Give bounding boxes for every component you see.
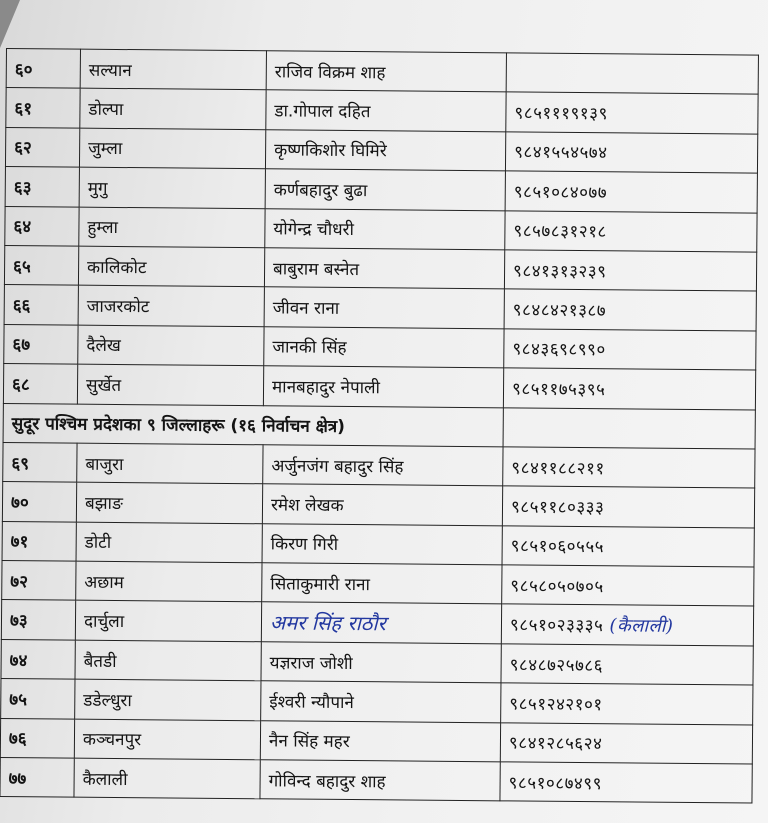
page-shadow-corner: [0, 0, 20, 48]
person-name: ईश्वरी न्यौपाने: [261, 681, 501, 722]
phone-number: ९८४८४२१३८७: [504, 289, 756, 331]
table-row: [4, 285, 756, 331]
section-header-row: [3, 403, 755, 449]
table-row: [1, 639, 753, 685]
empty-cell: [503, 407, 755, 449]
row-number: ७१: [2, 521, 76, 561]
district-name: डोल्पा: [80, 89, 266, 130]
district-name: दैलेख: [78, 325, 264, 366]
person-name-handwritten: [261, 602, 501, 643]
person-name: योगेन्द्र चौधरी: [265, 208, 505, 249]
phone-number: ९८५१११९१३९: [506, 92, 758, 134]
row-number: ६२: [5, 127, 79, 167]
phone-number: [501, 604, 753, 646]
person-name: सिताकुमारी राना: [262, 563, 502, 604]
phone-number: ९८५१०६०५५५: [502, 526, 754, 568]
phone-number: ९८४११८८२११: [503, 447, 755, 489]
district-name: बैतडी: [75, 640, 261, 681]
table-row: [1, 600, 753, 646]
handwritten-name: अमर सिंह राठौर: [269, 610, 386, 636]
phone-number: ९८५१२४२१०१: [501, 683, 753, 725]
phone-number: ९८४१२८५६२४: [500, 722, 752, 764]
row-number: ७६: [0, 718, 74, 758]
person-name: यज्ञराज जोशी: [261, 642, 501, 683]
phone-number: ९८५११८०३३३: [502, 486, 754, 528]
table-row: [3, 442, 755, 488]
table-row: [6, 88, 758, 134]
district-name: डडेल्धुरा: [75, 679, 261, 720]
person-name: राजिव विक्रम शाह: [266, 51, 506, 92]
district-name: बाजुरा: [77, 443, 263, 484]
row-number: ७५: [1, 679, 75, 719]
person-name: नैन सिंह महर: [260, 720, 500, 761]
row-number: ६३: [5, 167, 79, 207]
person-name: जीवन राना: [264, 287, 504, 328]
person-name: किरण गिरी: [262, 523, 502, 564]
row-number: ६७: [4, 324, 78, 364]
table-row: [2, 521, 754, 567]
phone-number: ९८५८०५०७०५: [502, 565, 754, 607]
table-row: [0, 758, 752, 804]
district-contact-table: [0, 48, 759, 804]
phone-number: [506, 53, 758, 95]
phone-value: ९८५१०२३३३५: [509, 615, 604, 636]
person-name: गोविन्द बहादुर शाह: [260, 760, 500, 801]
person-name: बाबुराम बस्नेत: [264, 248, 504, 289]
phone-number: ९८५१०८७४९९: [500, 762, 752, 804]
person-name: रमेश लेखक: [262, 484, 502, 525]
phone-number: ९८४१५५४५७४: [505, 132, 757, 174]
district-name: कालिकोट: [78, 246, 264, 287]
table-row: [6, 49, 758, 95]
table-row: [3, 364, 755, 410]
handwritten-note: (कैलाली): [609, 614, 674, 637]
row-number: ७४: [1, 639, 75, 679]
district-name: मुगु: [79, 167, 265, 208]
row-number: ७३: [1, 600, 75, 640]
row-number: ७०: [2, 482, 76, 522]
table-row: [4, 245, 756, 291]
district-name: कञ्चनपुर: [74, 719, 260, 760]
section-title: सुदूर पश्चिम प्रदेशका ९ जिल्लाहरू (१६ निर्वाचन क्षेत्र): [3, 403, 503, 447]
table-row: [5, 127, 757, 173]
phone-number: ९८५११७५३९५: [503, 368, 755, 410]
row-number: ६६: [4, 285, 78, 325]
table-row: [1, 679, 753, 725]
person-name: जानकी सिंह: [264, 326, 504, 367]
row-number: ६०: [6, 49, 80, 89]
phone-number: ९८५७८३१२१८: [505, 210, 757, 252]
table-row: [2, 561, 754, 607]
person-name: अर्जुनजंग बहादुर सिंह: [263, 445, 503, 486]
phone-number: ९८४३६९८९९०: [504, 329, 756, 371]
person-name: मानबहादुर नेपाली: [263, 366, 503, 407]
phone-number: ९८४१३१३२३९: [504, 250, 756, 292]
table-row: [2, 482, 754, 528]
person-name: कर्णबहादुर बुढा: [265, 169, 505, 210]
row-number: ६१: [6, 88, 80, 128]
phone-number: ९८४८७२५७८६: [501, 644, 753, 686]
table-row: [4, 324, 756, 370]
district-name: अछाम: [76, 561, 262, 602]
row-number: ७२: [2, 561, 76, 601]
district-name: दार्चुला: [75, 601, 261, 642]
district-name: जाजरकोट: [78, 285, 264, 326]
table-row: [5, 206, 757, 252]
district-name: हुम्ला: [79, 207, 265, 248]
row-number: ६८: [3, 364, 77, 404]
person-name: कृष्णकिशोर घिमिरे: [265, 130, 505, 171]
person-name: डा.गोपाल दहित: [266, 90, 506, 131]
district-name: जुम्ला: [79, 128, 265, 169]
district-name: सल्यान: [80, 49, 266, 90]
table-row: [0, 718, 752, 764]
district-name: डोटी: [76, 522, 262, 563]
district-name: कैलाली: [74, 758, 260, 799]
row-number: ६४: [5, 206, 79, 246]
district-name: सुर्खेत: [77, 364, 263, 405]
row-number: ६५: [4, 245, 78, 285]
row-number: ६९: [3, 442, 77, 482]
row-number: ७७: [0, 758, 74, 798]
phone-number: ९८५१०८४०७७: [505, 171, 757, 213]
district-name: बझाङ: [76, 482, 262, 523]
table-row: [5, 167, 757, 213]
